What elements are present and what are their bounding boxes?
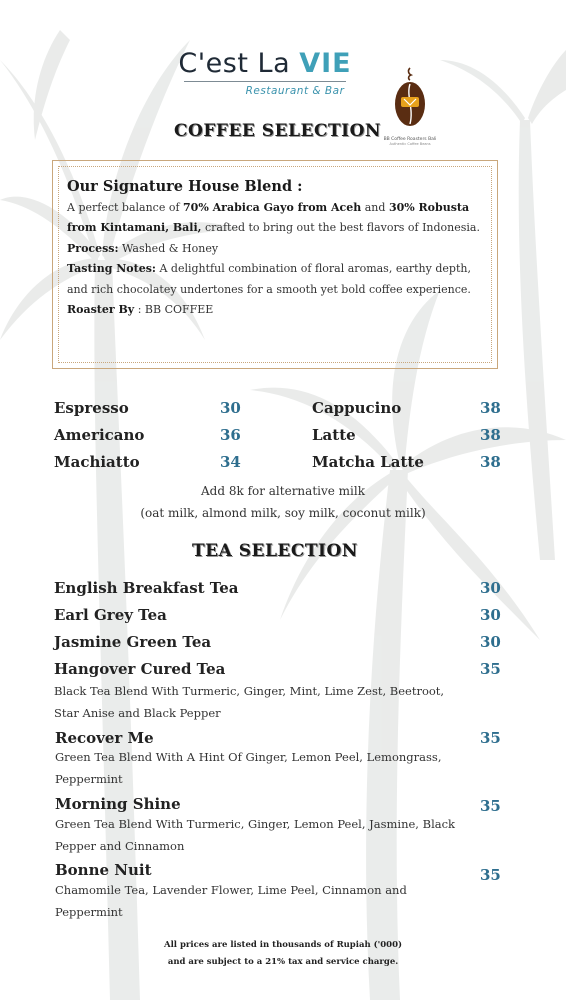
roaster-logo <box>380 66 440 146</box>
menu-item-price: 30 <box>480 606 501 624</box>
signature-text-3: crafted to bring out the best flavors of Indonesia. <box>201 221 480 235</box>
roaster-subcaption: Authentic Coffee Beans <box>389 142 431 146</box>
menu-item-name: Jasmine Green Tea <box>54 633 212 651</box>
menu-item-price: 35 <box>480 866 501 884</box>
logo-divider <box>184 81 346 82</box>
roaster-caption: BB Coffee Roasters Bali <box>383 137 437 142</box>
menu-item-name: Recover Me <box>55 729 154 747</box>
menu-item-description: Black Tea Blend With Turmeric, Ginger, Mint, Lime Zest, Beetroot, Star Anise and Black Pepper <box>54 684 445 720</box>
menu-item-name: Morning Shine <box>55 795 181 813</box>
signature-roaster <box>67 300 487 320</box>
signature-text-2: and <box>361 201 389 214</box>
menu-item-name: Matcha Latte <box>312 453 424 471</box>
price-disclaimer <box>0 937 566 971</box>
signature-process <box>67 239 487 259</box>
milk-note-line: Add 8k for alternative milk <box>201 484 365 498</box>
brand-logo <box>150 48 380 97</box>
signature-heading: Our Signature House Blend : <box>67 178 303 195</box>
menu-item-price: 36 <box>220 426 241 444</box>
menu-item-name: Earl Grey Tea <box>54 606 167 624</box>
disclaimer-line: All prices are listed in thousands of Rupiah ('000) <box>163 940 403 950</box>
menu-item-name: English Breakfast Tea <box>54 579 239 597</box>
signature-tasting-notes <box>67 259 487 300</box>
tasting-value: A delightful combination of floral aromas, earthy depth, and rich chocolatey undertones for a smooth yet bold coffee experience. <box>67 262 471 296</box>
menu-item-price: 30 <box>220 399 241 417</box>
signature-origin-1: 70% Arabica Gayo from Aceh <box>183 201 362 214</box>
menu-item-name: Machiatto <box>54 453 140 471</box>
menu-item-description: Green Tea Blend With A Hint Of Ginger, Lemon Peel, Lemongrass, Peppermint <box>55 750 442 786</box>
signature-blend-card <box>67 177 487 320</box>
menu-item-price: 38 <box>480 453 501 471</box>
process-value: Washed & Honey <box>118 241 219 255</box>
coffee-section-title: COFFEE SELECTION <box>174 121 381 141</box>
menu-item-price: 38 <box>480 399 501 417</box>
menu-item-price: 38 <box>480 426 501 444</box>
milk-note-options: (oat milk, almond milk, soy milk, coconut milk) <box>140 505 426 520</box>
signature-text-1: A perfect balance of <box>67 201 184 214</box>
menu-item-name: Espresso <box>54 399 129 417</box>
signature-origin-2: 30% Robusta from Kintamani, Bali, <box>67 201 470 235</box>
brand-name-prefix: C'est La <box>178 48 300 79</box>
signature-description <box>67 198 487 239</box>
menu-item-description: Green Tea Blend With Turmeric, Ginger, Lemon Peel, Jasmine, Black Pepper and Cinnamon <box>55 817 456 853</box>
menu-item-name: Hangover Cured Tea <box>54 660 226 678</box>
roaster-label: Roaster By <box>67 303 135 317</box>
brand-name <box>150 48 380 79</box>
disclaimer-line: and are subject to a 21% tax and service charge. <box>167 957 399 967</box>
roaster-logo-icon <box>390 66 430 132</box>
menu-item-name: Bonne Nuit <box>55 861 152 879</box>
menu-item-price: 35 <box>480 660 501 678</box>
menu-item-price: 35 <box>480 729 501 747</box>
menu-item-name: Americano <box>54 426 145 444</box>
menu-item-description: Chamomile Tea, Lavender Flower, Lime Peel, Cinnamon and Peppermint <box>55 883 407 919</box>
tea-section-title: TEA SELECTION <box>192 541 358 561</box>
menu-item-name: Cappucino <box>312 399 402 417</box>
brand-tagline: Restaurant & Bar <box>245 85 345 97</box>
menu-item-price: 34 <box>220 453 241 471</box>
menu-item-price: 30 <box>480 579 501 597</box>
process-label: Process: <box>67 241 119 255</box>
alternative-milk-note <box>0 481 566 524</box>
menu-item-name: Latte <box>312 426 356 444</box>
brand-name-highlight: VIE <box>299 48 352 79</box>
tasting-label: Tasting Notes: <box>67 262 156 276</box>
menu-item-price: 35 <box>480 797 501 815</box>
roaster-value: : BB COFFEE <box>134 303 214 317</box>
menu-item-price: 30 <box>480 633 501 651</box>
